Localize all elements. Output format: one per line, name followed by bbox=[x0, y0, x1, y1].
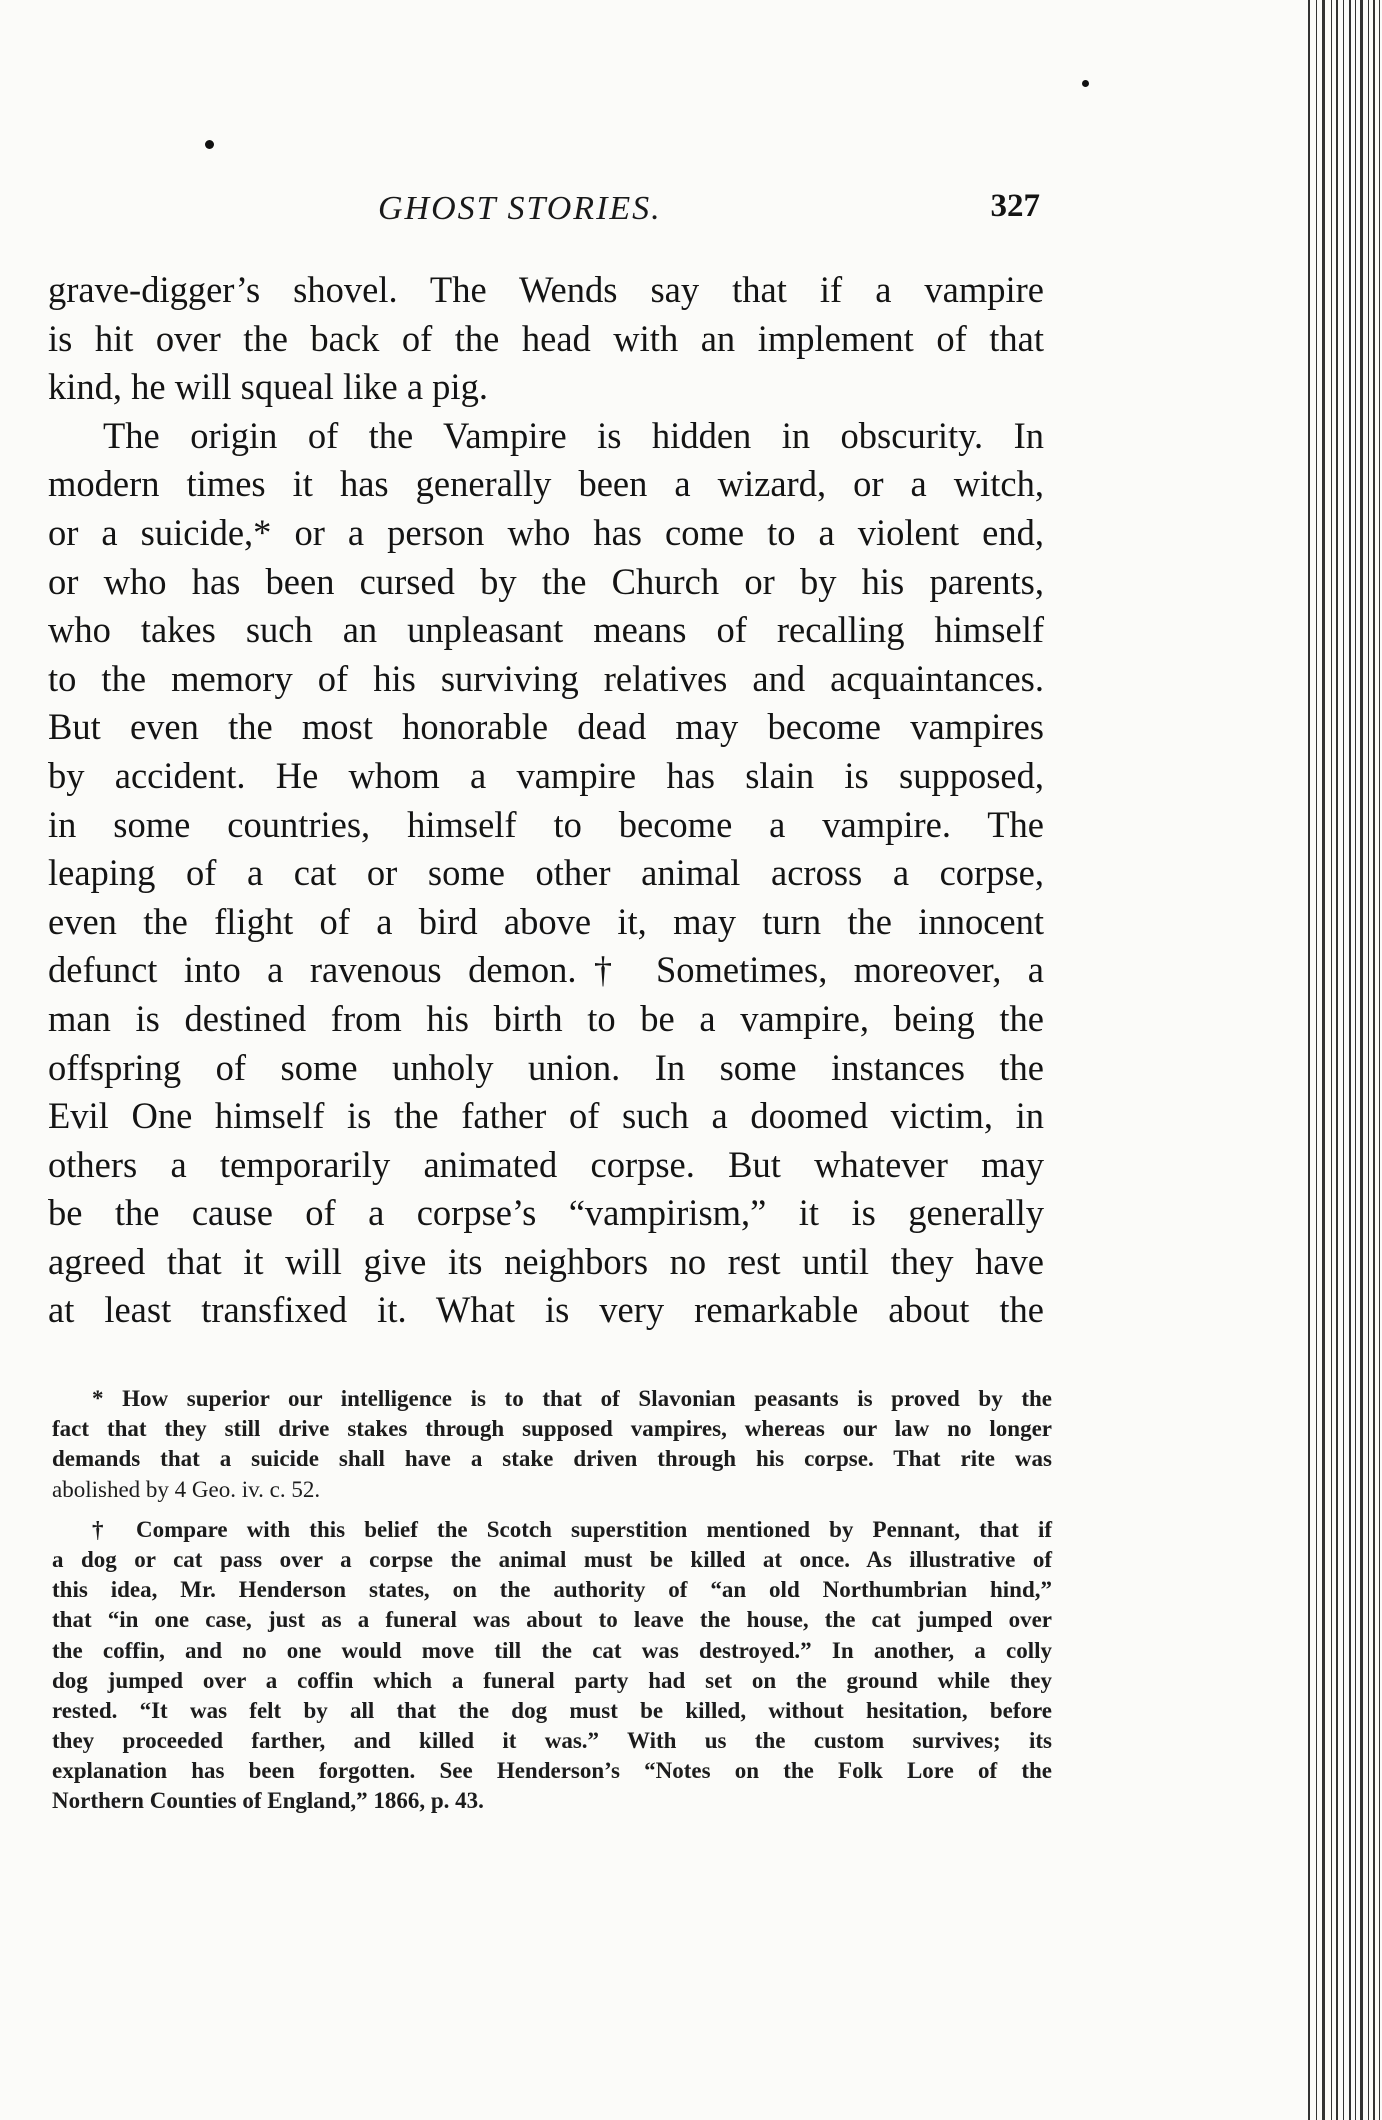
text-line: at least transfixed it. What is very remarkable about the bbox=[48, 1289, 1044, 1331]
page-header bbox=[48, 190, 1040, 246]
text-line: offspring of some unholy union. In some instances the bbox=[48, 1046, 1044, 1088]
ink-speck bbox=[1082, 80, 1089, 87]
footnote-dagger bbox=[52, 1515, 1052, 1817]
running-title: GHOST STORIES. bbox=[378, 190, 662, 227]
footnotes bbox=[52, 1384, 1052, 1817]
text-line: grave-digger’s shovel. The Wends say that if a vampire bbox=[48, 269, 1044, 310]
footnote-line: that “in one case, just as a funeral was about to leave the house, the cat jumped over bbox=[52, 1607, 1052, 1633]
text-line: is hit over the back of the head with an implement of that bbox=[48, 317, 1044, 359]
main-text bbox=[48, 266, 1044, 1335]
text-line: modern times it has generally been a wizard, or a witch, bbox=[48, 463, 1044, 505]
text-line: in some countries, himself to become a vampire. The bbox=[48, 803, 1044, 845]
text-line: leaping of a cat or some other animal across a corpse, bbox=[48, 852, 1044, 894]
text-line: or who has been cursed by the Church or by his parents, bbox=[48, 560, 1044, 602]
footnote-line: rested. “It was felt by all that the dog must be killed, without hesitation, before bbox=[52, 1697, 1052, 1723]
footnote-line: † Compare with this belief the Scotch superstition mentioned by Pennant, that if bbox=[92, 1516, 1052, 1542]
text-line: But even the most honorable dead may become vampires bbox=[48, 706, 1044, 748]
text-line: Evil One himself is the father of such a doomed victim, in bbox=[48, 1095, 1044, 1137]
page-number: 327 bbox=[990, 188, 1040, 224]
text-line: defunct into a ravenous demon.† Sometimes, moreover, a bbox=[48, 949, 1044, 991]
ink-speck bbox=[205, 140, 214, 149]
text-line: even the flight of a bird above it, may turn the innocent bbox=[48, 900, 1044, 942]
footnote-line: Northern Counties of England,” 1866, p. 43. bbox=[52, 1788, 484, 1814]
text-line: man is destined from his birth to be a vampire, being the bbox=[48, 997, 1044, 1039]
text-line: The origin of the Vampire is hidden in obscurity. In bbox=[103, 414, 1044, 456]
text-line: be the cause of a corpse’s “vampirism,” it is generally bbox=[48, 1192, 1044, 1234]
book-binding-edge bbox=[1302, 0, 1382, 2120]
text-line: to the memory of his surviving relatives and acquaintances. bbox=[48, 657, 1044, 699]
footnote-line: dog jumped over a coffin which a funeral party had set on the ground while they bbox=[52, 1667, 1052, 1693]
text-line: or a suicide,* or a person who has come to a violent end, bbox=[48, 511, 1044, 553]
text-line: agreed that it will give its neighbors no rest until they have bbox=[48, 1240, 1044, 1282]
footnote-line: demands that a suicide shall have a stake driven through his corpse. That rite was bbox=[52, 1446, 1052, 1472]
footnote-line: the coffin, and no one would move till the cat was destroyed.” In another, a colly bbox=[52, 1637, 1052, 1663]
text-line: by accident. He whom a vampire has slain is supposed, bbox=[48, 754, 1044, 796]
footnote-line: * How superior our intelligence is to that of Slavonian peasants is proved by the bbox=[92, 1386, 1052, 1411]
text-line: others a temporarily animated corpse. But whatever may bbox=[48, 1143, 1044, 1185]
footnote-line: explanation has been forgotten. See Henderson’s “Notes on the Folk Lore of the bbox=[52, 1758, 1052, 1784]
footnote-line: abolished by 4 Geo. iv. c. 52. bbox=[52, 1476, 321, 1502]
footnote-line: fact that they still drive stakes through supposed vampires, whereas our law no longer bbox=[52, 1416, 1052, 1442]
footnote-line: a dog or cat pass over a corpse the animal must be killed at once. As illustrative of bbox=[52, 1546, 1052, 1572]
footnote-asterisk bbox=[52, 1384, 1052, 1505]
text-line: kind, he will squeal like a pig. bbox=[48, 366, 488, 408]
text-line: who takes such an unpleasant means of recalling himself bbox=[48, 609, 1044, 651]
footnote-line: this idea, Mr. Henderson states, on the authority of “an old Northumbrian hind,” bbox=[52, 1577, 1052, 1603]
footnote-line: they proceeded farther, and killed it was.” With us the custom survives; its bbox=[52, 1728, 1052, 1754]
